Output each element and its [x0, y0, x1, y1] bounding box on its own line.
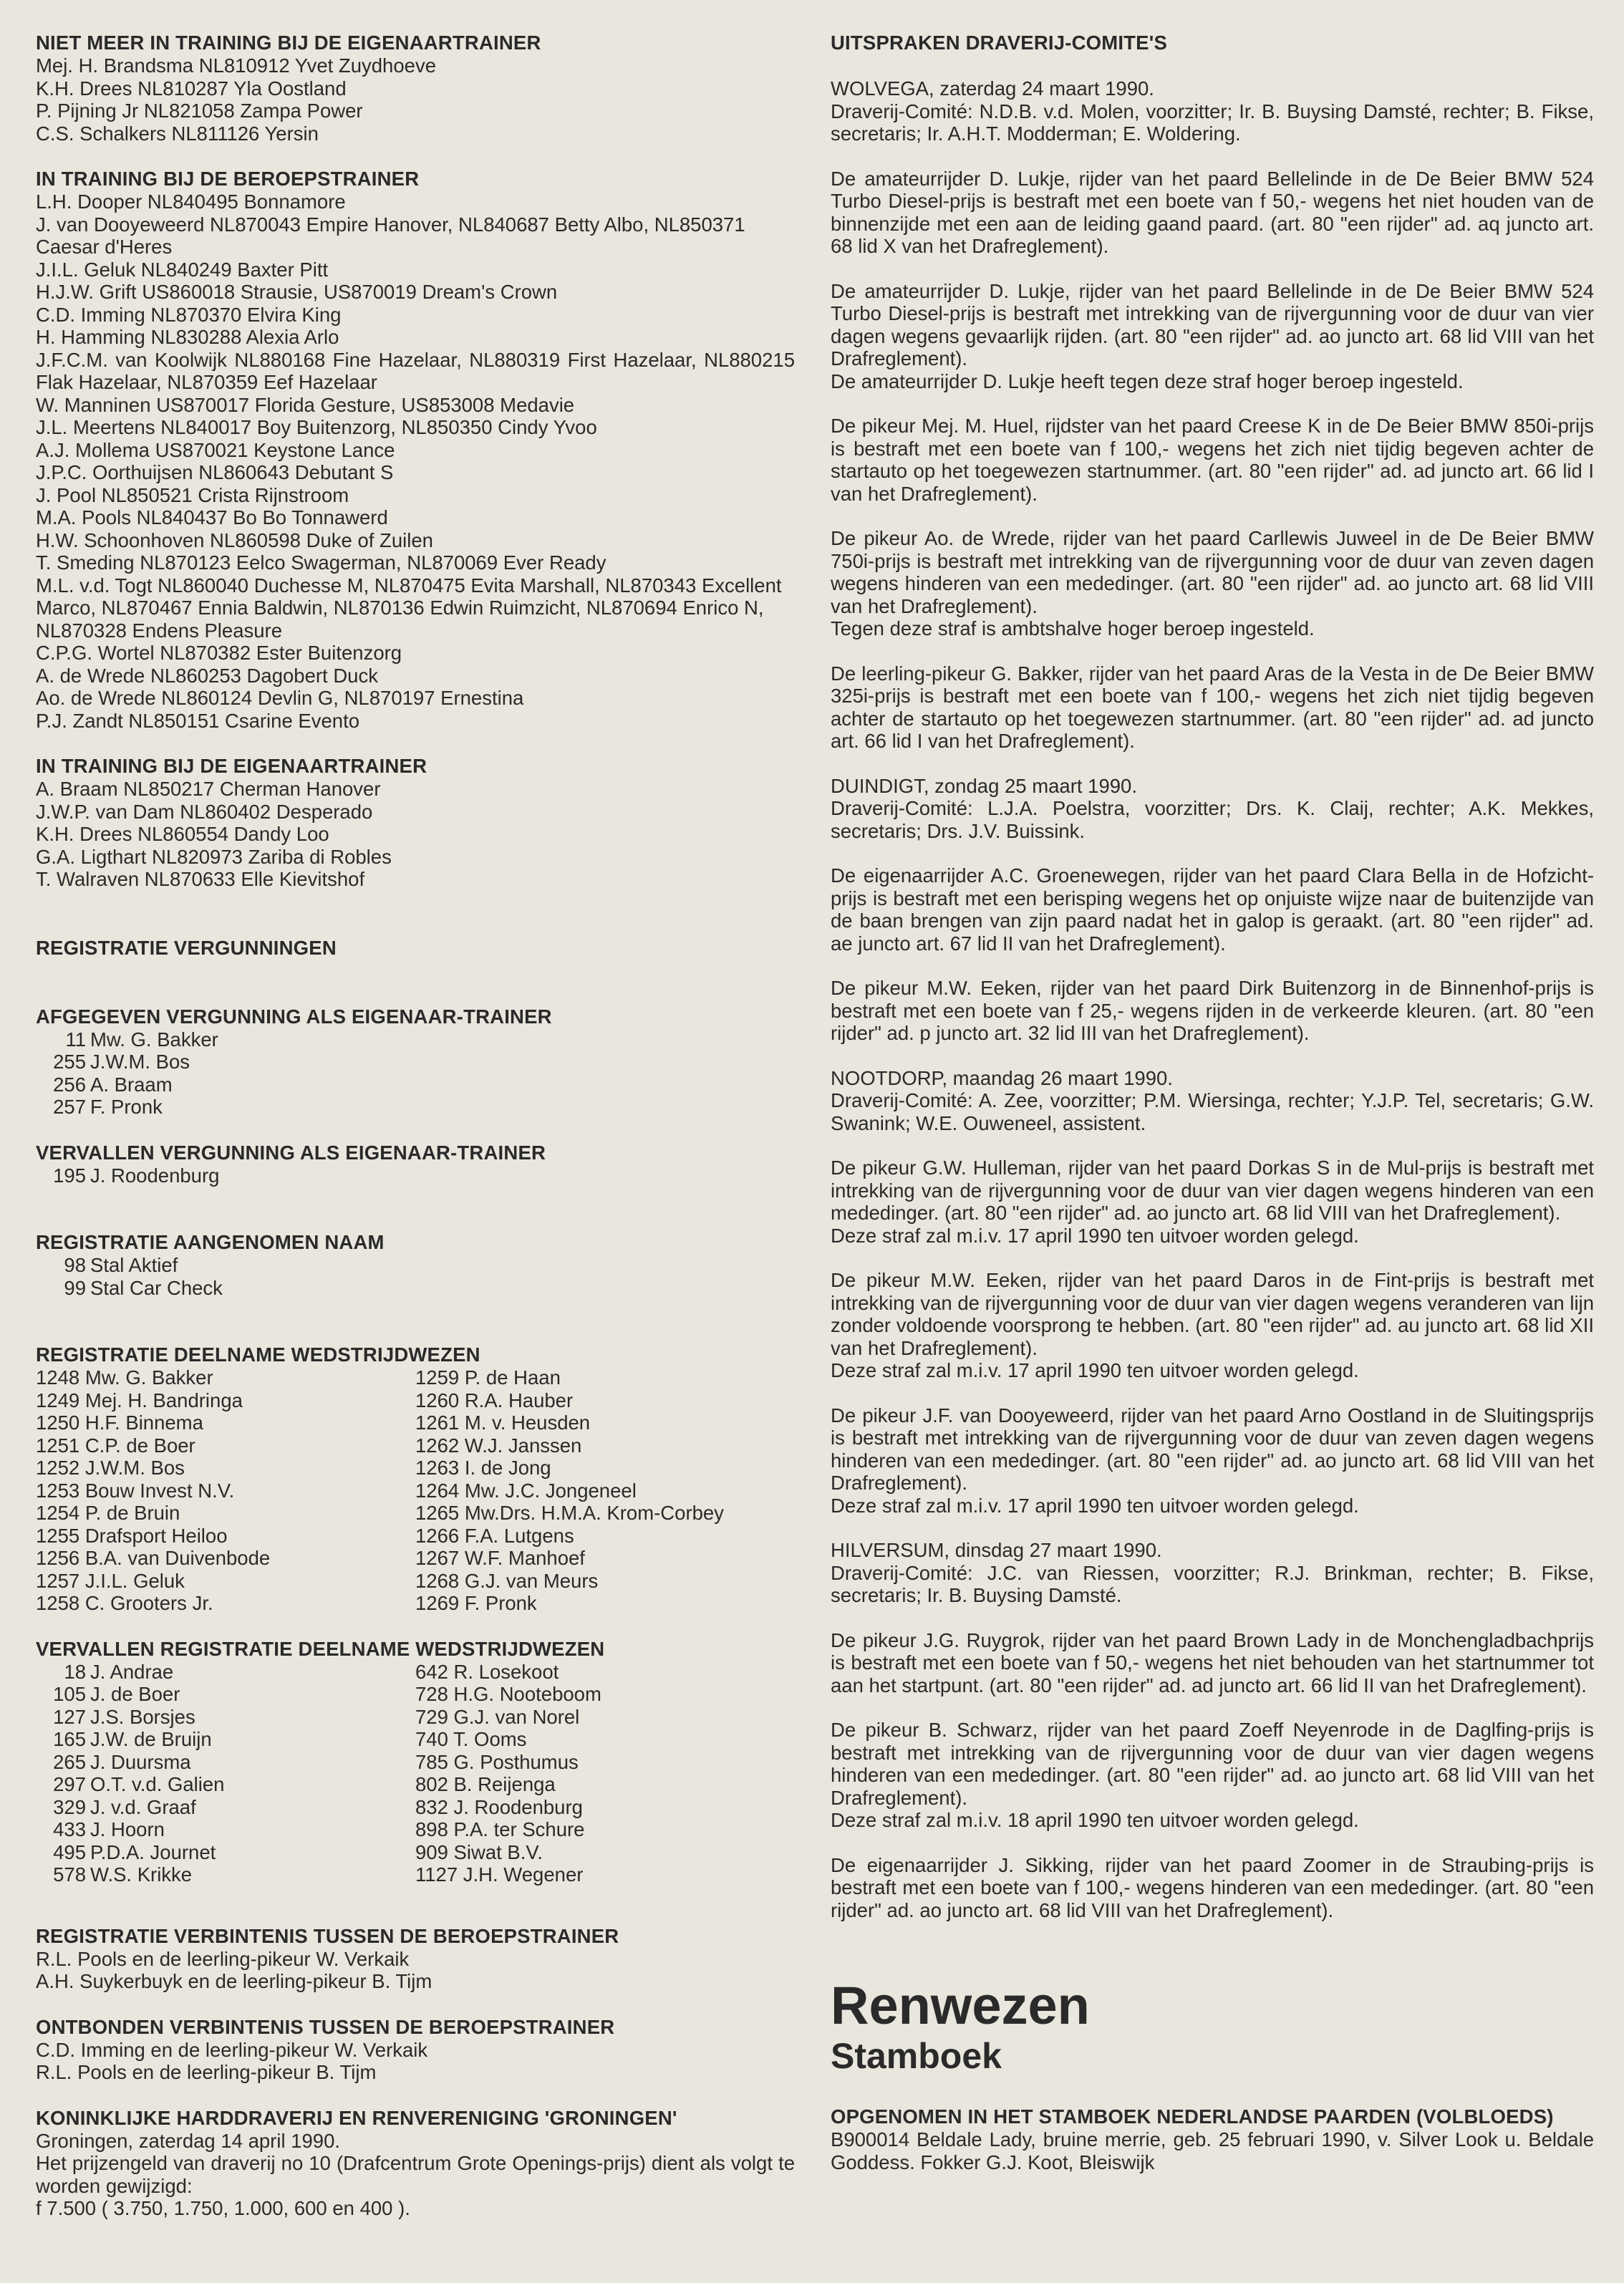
- committee-header: WOLVEGA, zaterdag 24 maart 1990. Draverij-Comité: N.D.B. v.d. Molen, voorzitter; Ir. B. Buysing Damsté, rechter; B. Fikse, secretaris; Ir. A.H.T. Modderman; E. Woldering.: [831, 77, 1594, 145]
- registration-number: 105: [53, 1683, 86, 1705]
- section-heading: REGISTRATIE VERBINTENIS TUSSEN DE BEROEPSTRAINER: [36, 1924, 619, 1947]
- registration-number: 98: [64, 1254, 86, 1276]
- list-item: [36, 1841, 415, 1864]
- registration-name: W.S. Krikke: [90, 1863, 193, 1886]
- section-vervallen-deelname: [36, 1638, 795, 1886]
- registration-name: J.W. de Bruijn: [90, 1728, 212, 1750]
- list-item: [36, 1706, 415, 1729]
- list-item: 1255 Drafsport Heiloo: [36, 1524, 228, 1547]
- section-heading: VERVALLEN VERGUNNING ALS EIGENAAR-TRAINER: [36, 1141, 546, 1164]
- license-number: 11: [65, 1028, 86, 1051]
- section-heading: NIET MEER IN TRAINING BIJ DE EIGENAARTRAINER: [36, 32, 541, 54]
- list-item: R.L. Pools en de leerling-pikeur B. Tijm: [36, 2061, 377, 2083]
- registration-number: 265: [53, 1750, 86, 1773]
- list-item: 1269 F. Pronk: [415, 1592, 537, 1614]
- registration-name: P.D.A. Journet: [90, 1840, 216, 1863]
- list-item: J. van Dooyeweerd NL870043 Empire Hanover, NL840687 Betty Albo, NL850371 Caesar d'Heres: [36, 213, 745, 258]
- list-item: 1252 J.W.M. Bos: [36, 1457, 185, 1479]
- list-item: 1250 H.F. Binnema: [36, 1411, 203, 1434]
- registration-name: Stal Car Check: [90, 1276, 223, 1299]
- registration-number: 127: [53, 1705, 86, 1728]
- registration-name: J. Andrae: [90, 1660, 174, 1683]
- list-item: A. Braam NL850217 Cherman Hanover: [36, 778, 381, 800]
- body-text: B900014 Beldale Lady, bruine merrie, geb. 25 februari 1990, v. Silver Look u. Beldale Goddess. Fokker G.J. Koot, Bleiswijk: [831, 2128, 1594, 2173]
- list-item: [36, 1863, 415, 1886]
- committee-header: NOOTDORP, maandag 26 maart 1990. Draverij-Comité: A. Zee, voorzitter; P.M. Wiersinga, rechter; Y.J.P. Tel, secretaris; G.W. Swanink; W.E. Ouweneel, assistent.: [831, 1066, 1594, 1134]
- ruling-paragraph: De pikeur Ao. de Wrede, rijder van het paard Carllewis Juweel in de De Beier BMW 750i-prijs is bestraft met intrekking van de rijvergunning voor de duur van zeven dagen wegens hinderen van een mededinger. (art. 80 "een rijder" ad. ao juncto art. 68 lid VIII van het Drafreglement). Tegen deze straf is ambtshalve hoger beroep ingesteld.: [831, 527, 1594, 639]
- license-number: 195: [53, 1164, 86, 1187]
- ruling-paragraph: De pikeur J.G. Ruygrok, rijder van het paard Brown Lady in de Monchengladbachprijs is bestraft met een boete van f 50,- wegens het niet behouden van het startnummer tot aan het startpunt. (art. 80 "een rijder" ad. ad juncto art. 66 lid II van het Drafreglement).: [831, 1628, 1594, 1696]
- list-item: [36, 1683, 415, 1706]
- list-column: [415, 1661, 773, 1886]
- list-item: [36, 1051, 795, 1073]
- section-registratie-verbintenis: [36, 1925, 795, 1993]
- section-heading: AFGEGEVEN VERGUNNING ALS EIGENAAR-TRAINER: [36, 1005, 552, 1028]
- ruling-paragraph: De pikeur B. Schwarz, rijder van het paard Zoeff Neyenrode in de Daglfing-prijs is bestraft met intrekking van de rijvergunning voor de duur van vier dagen wegens hinderen van een mededinger. (art. 80 "een rijder" ad. ao juncto art. 68 lid VIII van het Drafreglement). Deze straf zal m.i.v. 18 april 1990 ten uitvoer worden gelegd.: [831, 1719, 1594, 1831]
- list-item: A.J. Mollema US870021 Keystone Lance: [36, 438, 395, 461]
- ruling-paragraph: De pikeur G.W. Hulleman, rijder van het paard Dorkas S in de Mul-prijs is bestraft met intrekking van de rijvergunning voor de duur van vier dagen wegens hinderen van een mededinger. (art. 80 "een rijder" ad. ao juncto art. 68 lid VIII van het Drafreglement). Deze straf zal m.i.v. 17 april 1990 ten uitvoer worden gelegd.: [831, 1157, 1594, 1247]
- section-niet-meer-training: [36, 32, 795, 145]
- license-name: F. Pronk: [90, 1096, 163, 1118]
- list-item: M.A. Pools NL840437 Bo Bo Tonnawerd: [36, 506, 388, 528]
- list-item: J.F.C.M. van Koolwijk NL880168 Fine Hazelaar, NL880319 First Hazelaar, NL880215 Flak Hazelaar, NL870359 Eef Hazelaar: [36, 348, 795, 393]
- ruling-paragraph: De leerling-pikeur G. Bakker, rijder van het paard Aras de la Vesta in de De Beier BMW 325i-prijs is bestraft met een boete van f 100,- wegens het zich niet tijdig begeven achter de startauto op het toegewezen startnummer. (art. 80 "een rijder" ad. ad juncto art. 66 lid I van het Drafreglement).: [831, 662, 1594, 752]
- section-heading: REGISTRATIE AANGENOMEN NAAM: [36, 1231, 385, 1253]
- list-item: 1258 C. Grooters Jr.: [36, 1592, 213, 1614]
- section-heading: ONTBONDEN VERBINTENIS TUSSEN DE BEROEPSTRAINER: [36, 2015, 615, 2038]
- committee-header: HILVERSUM, dinsdag 27 maart 1990. Draverij-Comité: J.C. van Riessen, voorzitter; R.J. Brinkman, rechter; B. Fikse, secretaris; Ir. B. Buysing Damsté.: [831, 1539, 1594, 1606]
- list-item: A. de Wrede NL860253 Dagobert Duck: [36, 664, 378, 687]
- list-item: 1266 F.A. Lutgens: [415, 1524, 574, 1547]
- right-column: [831, 32, 1594, 2173]
- list-item: [36, 1254, 795, 1277]
- list-item: 1265 Mw.Drs. H.M.A. Krom-Corbey: [415, 1502, 724, 1524]
- ruling-paragraph: De pikeur M.W. Eeken, rijder van het paard Dirk Buitenzorg in de Binnenhof-prijs is bestraft met een boete van f 25,- wegens rijden in de verkeerde kleuren. (art. 80 "een rijder" ad. p juncto art. 32 lid III van het Drafreglement).: [831, 977, 1594, 1044]
- registration-name: Stal Aktief: [90, 1254, 178, 1276]
- ruling-paragraph: De eigenaarrijder J. Sikking, rijder van het paard Zoomer in de Straubing-prijs is bestraft met een boete van f 100,- wegens hinderen van een mededinger. (art. 80 "een rijder" ad. ao juncto art. 68 lid VIII van het Drafreglement).: [831, 1853, 1594, 1921]
- list-item: 1257 J.I.L. Geluk: [36, 1569, 185, 1592]
- list-item: [36, 1796, 415, 1819]
- list-item: H. Hamming NL830288 Alexia Arlo: [36, 326, 339, 348]
- list-item: K.H. Drees NL860554 Dandy Loo: [36, 823, 329, 845]
- license-name: Mw. G. Bakker: [90, 1028, 218, 1051]
- list-item: 1127 J.H. Wegener: [415, 1863, 584, 1886]
- list-item: 1248 Mw. G. Bakker: [36, 1366, 213, 1389]
- list-column: [36, 1366, 415, 1615]
- section-training-beroepstrainer: [36, 168, 795, 732]
- ruling-paragraph: De pikeur Mej. M. Huel, rijdster van het paard Creese K in de De Beier BMW 850i-prijs is bestraft met een boete van f 100,- wegens het zich niet tijdig begeven achter de startauto op het toegewezen startnummer. (art. 80 "een rijder" ad. ad juncto art. 66 lid I van het Drafreglement).: [831, 415, 1594, 505]
- registration-number: 495: [53, 1840, 86, 1863]
- list-item: 802 B. Reijenga: [415, 1773, 556, 1795]
- list-item: T. Walraven NL870633 Elle Kievitshof: [36, 868, 365, 890]
- list-item: C.D. Imming en de leerling-pikeur W. Verkaik: [36, 2038, 428, 2061]
- list-item: 1260 R.A. Hauber: [415, 1389, 574, 1411]
- list-item: 1253 Bouw Invest N.V.: [36, 1479, 235, 1502]
- ruling-paragraph: De amateurrijder D. Lukje, rijder van het paard Bellelinde in de De Beier BMW 524 Turbo Diesel-prijs is bestraft met een boete van f 50,- wegens het niet houden van de binnenzijde met een aan de leiding gaand paard. (art. 80 "een rijder" ad. aq juncto art. 68 lid X van het Drafreglement).: [831, 167, 1594, 257]
- list-item: 909 Siwat B.V.: [415, 1840, 543, 1863]
- body-text: f 7.500 ( 3.750, 1.750, 1.000, 600 en 400 ).: [36, 2197, 410, 2219]
- list-item: C.S. Schalkers NL811126 Yersin: [36, 122, 319, 145]
- section-ontbonden-verbintenis: [36, 2016, 795, 2084]
- list-item: [36, 1277, 795, 1300]
- list-item: T. Smeding NL870123 Eelco Swagerman, NL870069 Ever Ready: [36, 551, 606, 574]
- registration-name: O.T. v.d. Galien: [90, 1773, 225, 1795]
- registration-number: 578: [53, 1863, 86, 1886]
- section-training-eigenaartrainer: [36, 755, 795, 891]
- list-item: [36, 1751, 415, 1774]
- section-vervallen-vergunning: [36, 1142, 795, 1187]
- list-item: 1267 W.F. Manhoef: [415, 1547, 585, 1569]
- list-column: [415, 1366, 773, 1615]
- license-number: 255: [53, 1051, 86, 1073]
- list-item: J.W.P. van Dam NL860402 Desperado: [36, 800, 373, 823]
- two-column-list: [36, 1661, 795, 1886]
- list-item: A.H. Suykerbuyk en de leerling-pikeur B. Tijm: [36, 1970, 432, 1992]
- section-heading: REGISTRATIE DEELNAME WEDSTRIJDWEZEN: [36, 1343, 480, 1366]
- body-text: Het prijzengeld van draverij no 10 (Drafcentrum Grote Openings-prijs) dient als volgt te worden gewijzigd:: [36, 2152, 795, 2197]
- section-subtitle: Stamboek: [831, 2036, 1002, 2076]
- license-name: J. Roodenburg: [90, 1164, 220, 1187]
- section-title: Renwezen: [831, 1976, 1090, 2035]
- list-item: 1264 Mw. J.C. Jongeneel: [415, 1479, 637, 1502]
- list-item: [36, 1164, 795, 1187]
- section-afgegeven-vergunning: [36, 1005, 795, 1119]
- registration-name: J. Duursma: [90, 1750, 191, 1773]
- list-item: 728 H.G. Nooteboom: [415, 1683, 601, 1705]
- list-item: 1249 Mej. H. Bandringa: [36, 1389, 243, 1411]
- registration-name: J. de Boer: [90, 1683, 180, 1705]
- registration-number: 165: [53, 1728, 86, 1750]
- list-item: 729 G.J. van Norel: [415, 1705, 580, 1728]
- registration-name: J. Hoorn: [90, 1818, 165, 1840]
- section-heading: OPGENOMEN IN HET STAMBOEK NEDERLANDSE PAARDEN (VOLBLOEDS): [831, 2105, 1554, 2128]
- list-item: 832 J. Roodenburg: [415, 1795, 583, 1818]
- body-text: Groningen, zaterdag 14 april 1990.: [36, 2129, 341, 2152]
- registration-name: J. v.d. Graaf: [90, 1795, 196, 1818]
- list-item: C.P.G. Wortel NL870382 Ester Buitenzorg: [36, 642, 402, 664]
- ruling-paragraph: De eigenaarrijder A.C. Groenewegen, rijder van het paard Clara Bella in de Hofzicht-prijs is bestraft met een berisping wegens het op onjuiste wijze naar de buitenzijde van de baan brengen van zijn paard nadat het in galop is geraakt. (art. 80 "een rijder" ad. ae juncto art. 67 lid II van het Drafreglement).: [831, 864, 1594, 955]
- registration-number: 297: [53, 1773, 86, 1795]
- section-heading: UITSPRAKEN DRAVERIJ-COMITE'S: [831, 32, 1167, 54]
- list-item: [36, 1728, 415, 1751]
- two-column-list: [36, 1366, 795, 1615]
- registration-number: 433: [53, 1818, 86, 1840]
- left-column: [36, 32, 795, 2243]
- list-item: J.P.C. Oorthuijsen NL860643 Debutant S: [36, 461, 394, 483]
- ruling-paragraph: De amateurrijder D. Lukje, rijder van het paard Bellelinde in de De Beier BMW 524 Turbo Diesel-prijs is bestraft met intrekking van de rijvergunning voor de duur van vier dagen wegens gevaarlijk rijden. (art. 80 "een rijder" ad. ao juncto art. 68 lid VIII van het Drafreglement). De amateurrijder D. Lukje heeft tegen deze straf hoger beroep ingesteld.: [831, 279, 1594, 392]
- section-heading-registratie-vergunningen: REGISTRATIE VERGUNNINGEN: [36, 936, 337, 959]
- section-heading: KONINKLIJKE HARDDRAVERIJ EN RENVERENIGING 'GRONINGEN': [36, 2106, 677, 2129]
- list-item: 642 R. Losekoot: [415, 1660, 559, 1683]
- list-item: 740 T. Ooms: [415, 1728, 527, 1750]
- section-groningen: [36, 2107, 795, 2220]
- list-item: M.L. v.d. Togt NL860040 Duchesse M, NL870475 Evita Marshall, NL870343 Excellent Marco, NL870467 Ennia Baldwin, NL870136 Edwin Ruimzicht, NL870694 Enrico N, NL870328 Endens Pleasure: [36, 574, 782, 642]
- registration-number: 18: [64, 1660, 86, 1683]
- list-item: P.J. Zandt NL850151 Csarine Evento: [36, 709, 360, 732]
- list-item: P. Pijning Jr NL821058 Zampa Power: [36, 100, 363, 122]
- list-item: 1263 I. de Jong: [415, 1457, 551, 1479]
- list-item: J.L. Meertens NL840017 Boy Buitenzorg, NL850350 Cindy Yvoo: [36, 416, 597, 438]
- license-name: A. Braam: [90, 1073, 173, 1096]
- license-name: J.W.M. Bos: [90, 1051, 190, 1073]
- list-item: H.J.W. Grift US860018 Strausie, US870019 Dream's Crown: [36, 281, 558, 303]
- list-item: W. Manninen US870017 Florida Gesture, US853008 Medavie: [36, 393, 575, 416]
- list-item: [36, 1661, 415, 1684]
- section-heading: IN TRAINING BIJ DE EIGENAARTRAINER: [36, 755, 427, 777]
- committee-header: DUINDIGT, zondag 25 maart 1990. Draverij-Comité: L.J.A. Poelstra, voorzitter; Drs. K. Claij, rechter; A.K. Mekkes, secretaris; Drs. J.V. Buissink.: [831, 774, 1594, 842]
- list-item: C.D. Imming NL870370 Elvira King: [36, 303, 342, 326]
- list-item: 1262 W.J. Janssen: [415, 1434, 582, 1457]
- list-item: [36, 1028, 795, 1051]
- section-aangenomen-naam: [36, 1231, 795, 1299]
- list-item: [36, 1073, 795, 1096]
- list-item: [36, 1773, 415, 1796]
- list-item: J.I.L. Geluk NL840249 Baxter Pitt: [36, 258, 329, 281]
- list-item: 1251 C.P. de Boer: [36, 1434, 195, 1457]
- list-item: Mej. H. Brandsma NL810912 Yvet Zuydhoeve: [36, 54, 436, 77]
- list-item: 1254 P. de Bruin: [36, 1502, 180, 1524]
- list-item: Ao. de Wrede NL860124 Devlin G, NL870197 Ernestina: [36, 687, 524, 709]
- list-item: G.A. Ligthart NL820973 Zariba di Robles: [36, 845, 392, 868]
- list-item: 1256 B.A. van Duivenbode: [36, 1547, 271, 1569]
- list-item: 785 G. Posthumus: [415, 1750, 579, 1773]
- list-item: K.H. Drees NL810287 Yla Oostland: [36, 77, 347, 100]
- section-heading: VERVALLEN REGISTRATIE DEELNAME WEDSTRIJDWEZEN: [36, 1637, 605, 1660]
- license-number: 256: [53, 1073, 86, 1096]
- list-item: R.L. Pools en de leerling-pikeur W. Verkaik: [36, 1947, 410, 1970]
- list-item: [36, 1096, 795, 1119]
- list-item: J. Pool NL850521 Crista Rijnstroom: [36, 483, 349, 506]
- list-item: 1261 M. v. Heusden: [415, 1411, 591, 1434]
- registration-number: 99: [64, 1276, 86, 1299]
- list-item: H.W. Schoonhoven NL860598 Duke of Zuilen: [36, 528, 433, 551]
- section-deelname-wedstrijdwezen: [36, 1343, 795, 1615]
- list-column: [36, 1661, 415, 1886]
- list-item: [36, 1818, 415, 1841]
- list-item: 1259 P. de Haan: [415, 1366, 561, 1389]
- section-heading: IN TRAINING BIJ DE BEROEPSTRAINER: [36, 168, 420, 190]
- registration-number: 329: [53, 1795, 86, 1818]
- registration-name: J.S. Borsjes: [90, 1705, 195, 1728]
- list-item: L.H. Dooper NL840495 Bonnamore: [36, 190, 346, 213]
- ruling-paragraph: De pikeur J.F. van Dooyeweerd, rijder van het paard Arno Oostland in de Sluitingsprijs is bestraft met intrekking van de rijvergunning voor de duur van zeven dagen wegens hinderen van een mededinger. (art. 80 "een rijder" ad. ao juncto art. 68 lid VIII van het Drafreglement). Deze straf zal m.i.v. 17 april 1990 ten uitvoer worden gelegd.: [831, 1404, 1594, 1517]
- license-number: 257: [53, 1096, 86, 1118]
- list-item: 898 P.A. ter Schure: [415, 1818, 585, 1840]
- list-item: 1268 G.J. van Meurs: [415, 1569, 599, 1592]
- ruling-paragraph: De pikeur M.W. Eeken, rijder van het paard Daros in de Fint-prijs is bestraft met intrekking van de rijvergunning voor de duur van vier dagen wegens veranderen van lijn zonder voldoende voorsprong te hebben. (art. 80 "een rijder" ad. au juncto art. 68 lid XII van het Drafreglement). Deze straf zal m.i.v. 17 april 1990 ten uitvoer worden gelegd.: [831, 1269, 1594, 1381]
